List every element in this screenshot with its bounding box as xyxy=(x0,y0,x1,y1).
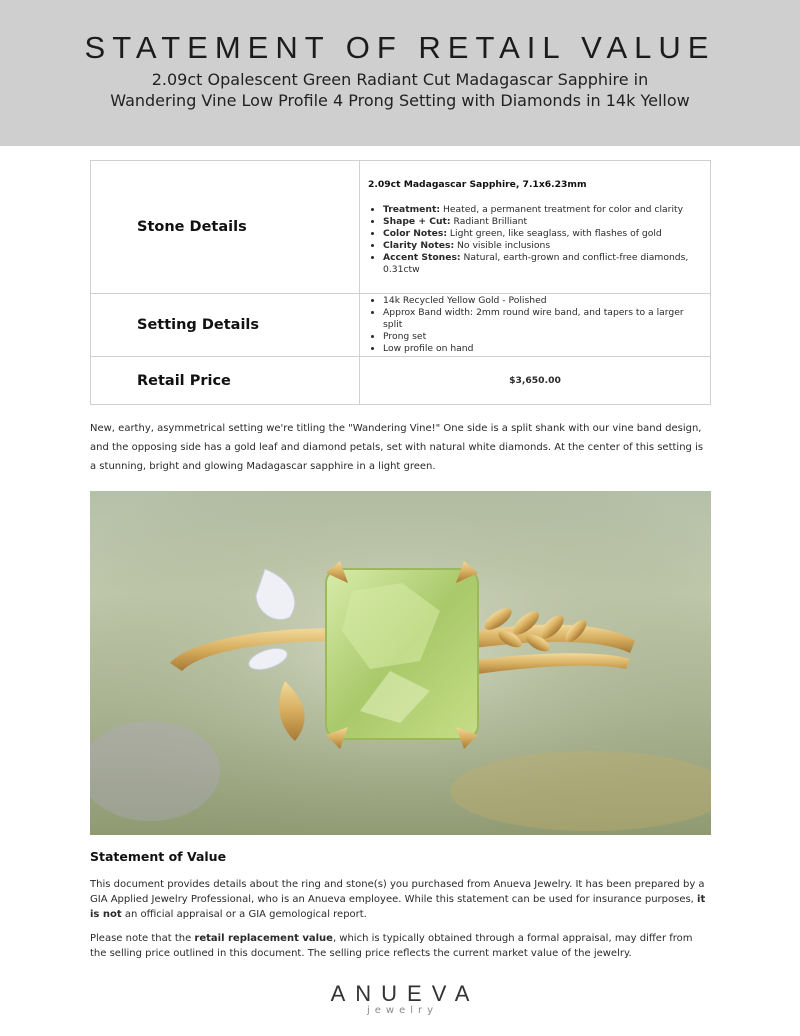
header-banner xyxy=(0,0,800,146)
ring-photo xyxy=(90,491,711,835)
retail-price-value: $3,650.00 xyxy=(360,357,711,405)
ring-illustration xyxy=(90,491,711,835)
list-item xyxy=(383,216,702,228)
setting-details-label: Setting Details xyxy=(91,294,360,357)
bullet-value: Natural, earth-grown and conflict-free diamonds, 0.31ctw xyxy=(383,251,689,275)
statement-of-value-heading: Statement of Value xyxy=(90,849,227,864)
stone-bullet-list xyxy=(368,204,702,276)
page-subtitle: 2.09ct Opalescent Green Radiant Cut Madagascar Sapphire in Wandering Vine Low Profile 4 Prong Setting with Diamonds in 14k Yellow xyxy=(110,70,690,110)
bullet-key: Color Notes: xyxy=(383,227,448,239)
anueva-logo xyxy=(0,981,800,1016)
bullet-key: Accent Stones: xyxy=(383,251,461,263)
bullet-value: Radiant Brilliant xyxy=(450,215,528,227)
details-table xyxy=(90,160,711,405)
retail-price-row xyxy=(91,357,711,405)
ring-description: New, earthy, asymmetrical setting we're titling the "Wandering Vine!" One side is a split shank with our vine band design, and the opposing side has a gold leaf and diamond petals, set with natural white diamonds. At the center of this setting is a stunning, bright and glowing Madagascar sapphire in a light green. xyxy=(90,423,704,472)
logo-wordmark: ANUEVA xyxy=(330,981,480,1006)
bullet-value: Heated, a permanent treatment for color and clarity xyxy=(440,203,684,215)
bullet-value: No visible inclusions xyxy=(454,239,551,251)
statement-paragraph-1 xyxy=(90,877,712,922)
retail-price-label: Retail Price xyxy=(91,357,360,405)
stone-details-label: Stone Details xyxy=(91,161,360,294)
text-span: , which is typically obtained through a formal appraisal, may differ from the selling price outlined in this document. The selling price reflects the current market value of the jewelry. xyxy=(90,933,693,959)
list-item: • Approx Band width: 2mm round wire band, and tapers to a larger split xyxy=(383,307,702,331)
text-span: an official appraisal or a GIA gemological report. xyxy=(121,909,367,920)
list-item xyxy=(383,240,702,252)
list-item: • Low profile on hand xyxy=(383,343,702,355)
setting-details-value xyxy=(360,294,711,357)
list-item xyxy=(383,204,702,216)
list-item: • Prong set xyxy=(383,331,702,343)
setting-details-row xyxy=(91,294,711,357)
bullet-key: Shape + Cut: xyxy=(383,215,451,227)
stone-details-row xyxy=(91,161,711,294)
bullet-key: Treatment: xyxy=(383,203,441,215)
stone-title: 2.09ct Madagascar Sapphire, 7.1x6.23mm xyxy=(368,178,587,190)
text-span: Please note that the xyxy=(90,933,195,944)
text-span: This document provides details about the ring and stone(s) you purchased from Anueva Jewelry. It has been prepared by a GIA Applied Jewelry Professional, who is an Anueva employee. While this statement can be used for insurance purposes, xyxy=(90,879,705,905)
list-item: • 14k Recycled Yellow Gold - Polished xyxy=(383,295,702,307)
stone-details-value xyxy=(360,161,711,294)
emphasis-text: retail replacement value xyxy=(194,933,333,944)
page-title: STATEMENT OF RETAIL VALUE xyxy=(84,30,716,65)
bullet-value: Light green, like seaglass, with flashes of gold xyxy=(447,227,662,239)
emphasis-text: it is not xyxy=(90,894,706,920)
list-item xyxy=(383,252,702,276)
list-item xyxy=(383,228,702,240)
statement-paragraph-2 xyxy=(90,931,712,961)
bullet-key: Clarity Notes: xyxy=(383,239,455,251)
logo-subtitle: jewelry xyxy=(366,1005,439,1016)
setting-bullet-list xyxy=(368,295,702,355)
